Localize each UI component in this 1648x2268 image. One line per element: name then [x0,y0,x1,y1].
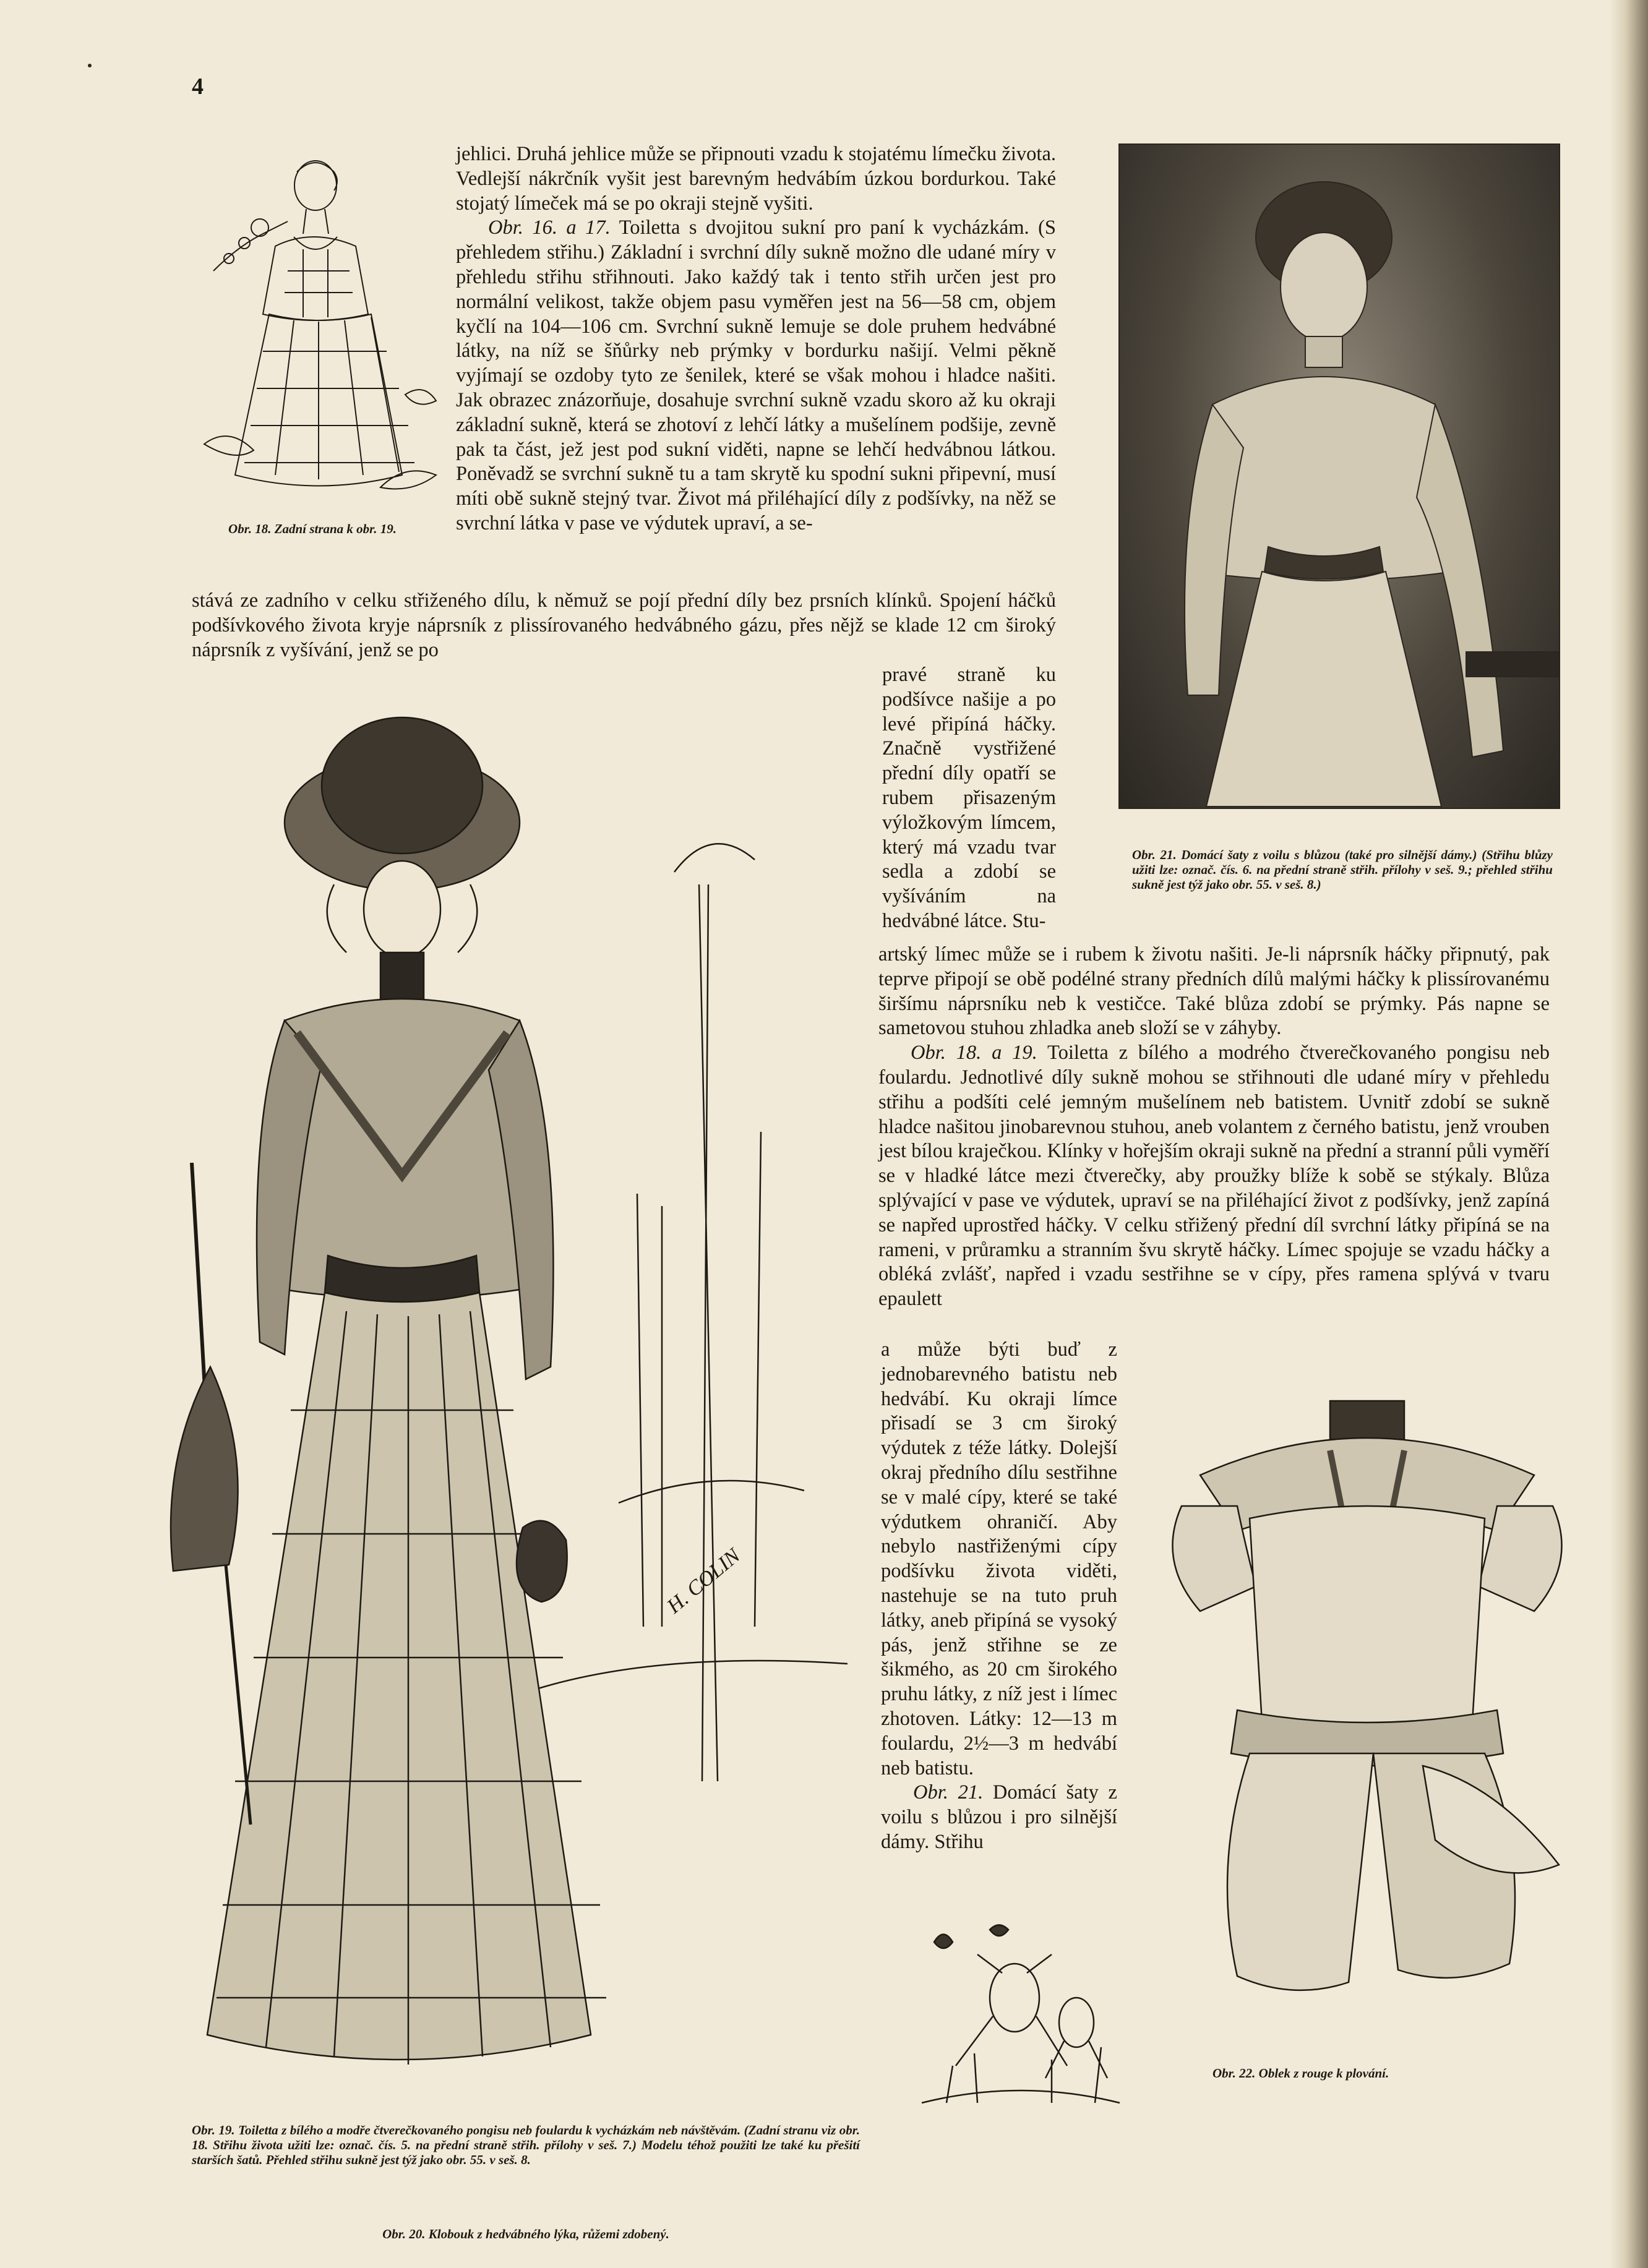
text-obr-18: Toiletta z bílého a modrého čtverečkovaného pongisu neb foulardu. Jednotlivé díly sukně mohou se střihnouti dle udané míry v přehledu střihu a podšíti celé jemným mušelínem neb batistem. Uvnitř zdobí se sukně hladce našitou jinobarevnou stuhou, aneb volantem z černého batistu, jenž vrouben jest bílou kraječkou. Klínky v hořejším okraji sukně na přední a stranní půli vyměří se v hladké látce mezi čtverečky, aby proužky blíže k sobě se stýkaly. Blůza splývající v pase ve výdutek, upraví se na přiléhající život z podšívky, jenž zapíná se napřed uprostřed háčky. V celku střižený přední díl svrchní látky připíná se na rameni, v průramku a stranním švu skrytě háčky. Límec spojuje se vzadu háčky a obléká zvlášť, napřed i vzadu sestřihne se v cípy, přes ramena splývá v tvaru epaulett [878,1042,1550,1311]
page-number: 4 [192,74,204,100]
label-obr-21: Obr. 21. [913,1781,984,1804]
figure-22-swimsuit [1163,1395,1571,2013]
paragraph-narrow-2: a může býti buď z jednobarevného batistu neb hedvábí. Ku okraji límce přisadí se 3 cm široký výdutek z téže látky. Dolejší okraj předního dílu sestřihne se v malé cípy, které se také výdutkem ohraničí. Aby nebylo nastřiženými cípy podšívku života viděti, nastehuje se na tuto pruh látky, aneb připíná se vysoký pás, jenž střihne se ze šikmého, as 20 cm širokého pruhu látky, z níž jest i límec zhotoven. Látky: 12—13 m foulardu, 2½—3 m hedvábí neb batistu. [881,1338,1117,1779]
frog-vignette-ornament [909,1917,1132,2140]
text-obr-16: Toiletta s dvojitou sukní pro paní k vycházkám. (S přehledem střihu.) Základní i svrchní díly sukně možno dle udané míry v přehledu střihu střihnouti. Jako každý tak i tento střih určen jest pro normální velikost, takže objem pasu vyměřen jest na 56—58 cm, objem kyčlí na 104—106 cm. Svrchní sukně lemuje se dole pruhem hedvábné látky, na níž se šňůrky neb prýmky v bordurku našijí. Velmi pěkně vyjímají se ozdoby tyto ze šenilek, které se však mohou i hladce našiti. Jak obrazec znázorňuje, dosahuje svrchní sukně vzadu skoro až ku okraji základní sukně, která se zhotoví z lehčí látky a mušelínem podšije, zevně pak ta část, jež jest pod sukní viděti, napne se lehčí hedvábnou látkou. Poněvadž se svrchní sukně tu a tam skrytě ku spodní sukni připevní, musí míti obě sukně stejný tvar. Život má přiléhající díly z podšívky, na něž se svrchní látka v pase ve výdutek upraví, a se- [456,216,1056,534]
caption-figure-21: Obr. 21. Domácí šaty z voilu s blůzou (také pro silnější dámy.) (Střihu blůzy užiti lze: označ. čís. 6. na přední straně střih. přílohy v seš. 9.; přehled střihu sukně jest týž jako obr. 55. v seš. 8.) [1132,847,1553,892]
article-wide-lines: stává ze zadního v celku střiženého dílu, k němuž se pojí přední díly bez prsních klínků. Spojení háčků podšívkového života kryje náprsník z plissírovaného hedvábného gázu, přes nějž se klade 12 cm široký náprsník z vyšívání, jenž se po [192,589,1056,661]
artist-signature: H. COLIN [663,1544,745,1619]
article-column-top [456,142,1056,536]
paragraph-obr-18 [878,1041,1550,1312]
article-narrow-column-1: pravé straně ku podšívce našije a po levé připíná háčky. Značně vystřižené přední díly opatří se rubem přisazeným výložkovým límcem, který má vzadu tvar sedla a zdobí se vyšíváním na hedvábné látce. Stu- [882,664,1056,932]
ink-speck [88,64,92,67]
figure-21-house-dress-photo [1118,143,1560,809]
article-column-right [878,943,1550,1312]
paragraph-obr-16 [456,216,1056,536]
article-narrow-column-2 [881,1338,1117,1855]
caption-figure-19: Obr. 19. Toiletta z bílého a modře čtverečkovaného pongisu neb foulardu k vycházkám neb návštěvám. (Zadní stranu viz obr. 18. Střihu života užiti lze: označ. čís. 5. na přední straně střih. přílohy v seš. 7.) Modelu téhož použiti lze také ku přešití starších šatů. Přehled střihu sukně jest týž jako obr. 55. v seš. 8. [192,2123,860,2167]
book-spine-shadow [1611,0,1648,2268]
text-obr-21: Domácí šaty z voilu s blůzou i pro silnější dámy. Střihu [881,1781,1117,1853]
caption-figure-22: Obr. 22. Oblek z rouge k plování. [1212,2066,1389,2081]
caption-figure-18: Obr. 18. Zadní strana k obr. 19. [228,521,397,536]
paragraph-obr-21 [881,1781,1117,1854]
figure-21-subject [1120,145,1559,808]
label-obr-16: Obr. 16. a 17. [488,216,611,239]
paragraph-stuartsky: artský límec může se i rubem k životu našiti. Je-li náprsník háčky připnutý, pak teprve připojí se obě podélné strany předních dílů malými háčky k plissírovanému širšímu náprsníku neb k vestičce. Také blůza zdobí se prýmky. Pás napne se sametovou stuhou zhladka aneb složí se v záhyby. [878,943,1550,1040]
paragraph-intro: jehlici. Druhá jehlice může se připnouti vzadu k stojatému límečku života. Vedlejší nákrčník vyšit jest barevným hedvábím úzkou bordurkou. Také stojatý límeček má se po okraji stejně vyšiti. [456,143,1056,215]
figure-19-walking-dress [167,699,857,2121]
caption-figure-20: Obr. 20. Klobouk z hedvábného lýka, růžemi zdobený. [382,2227,669,2241]
label-obr-18: Obr. 18. a 19. [911,1042,1037,1064]
figure-18-back-view [201,153,439,492]
